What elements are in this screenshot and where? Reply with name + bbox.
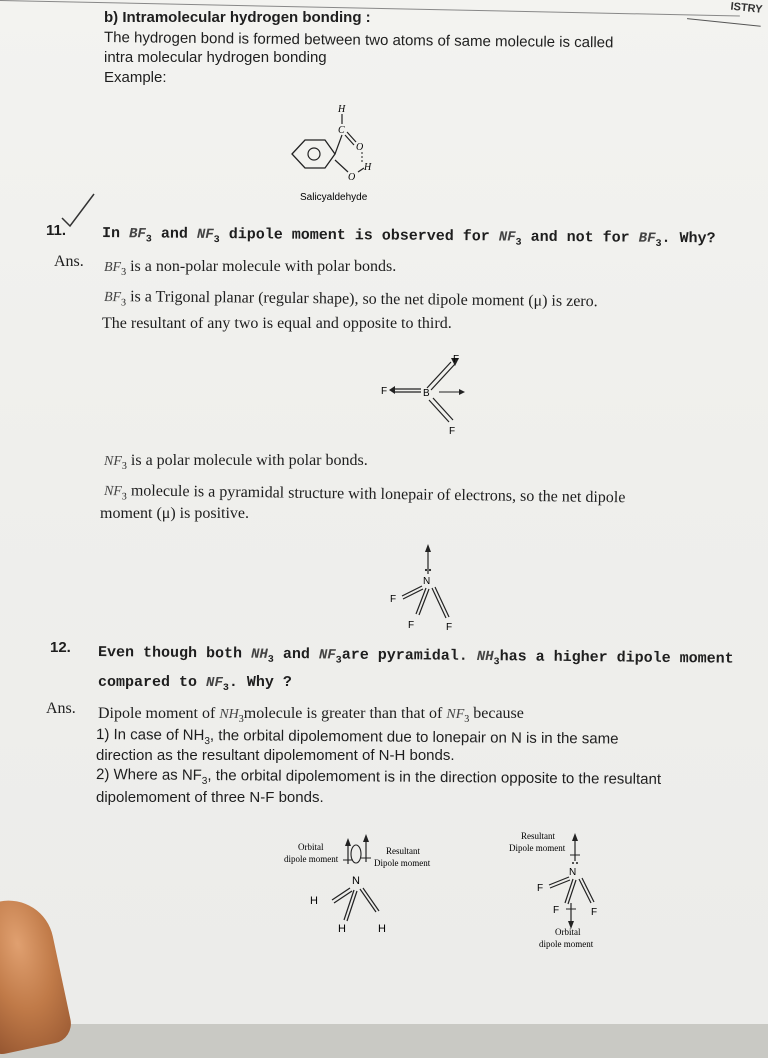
salicylaldehyde-diagram [280, 100, 400, 210]
bf3-f-bottom: F [449, 426, 456, 437]
q12-question-line2: compared to $NF_3$. Why ? [98, 674, 292, 694]
bf3-diagram [375, 350, 475, 440]
section-b-line1: The hydrogen bond is formed between two atoms of same molecule is called [103, 29, 614, 52]
nf3-q12-f1: F [537, 883, 544, 894]
q12-ans-label: Ans. [46, 700, 76, 717]
q12-ans-line1: Dipole moment of $NH_3molecule$ is greater than that of $NF_3$ because [98, 705, 524, 726]
example-label: Example: [104, 69, 167, 86]
nf3-q12-f2: F [553, 905, 560, 916]
atom-o2: O [348, 172, 356, 183]
nh3-resultant-l1: Resultant [386, 846, 420, 856]
q11-ans-label: Ans. [54, 253, 84, 270]
nh3-n: N [352, 875, 360, 887]
nh3-orbital-l1: Orbital [298, 842, 324, 852]
q12-ans-line3: direction as the resultant dipolemoment of N-H bonds. [96, 747, 455, 764]
nf3-q12-n: N [569, 867, 577, 878]
q12-ans-line5: dipolemoment of three N-F bonds. [96, 789, 324, 806]
nf3-q12-f3: F [591, 907, 598, 918]
bf3-b: B [423, 388, 430, 399]
q11-number: 11. [46, 222, 67, 239]
q12-ans-line2: 1) In case of $NH_3$, the orbital dipolemoment due to lonepair on N is in the same [95, 726, 619, 748]
nh3-diagram [280, 832, 440, 942]
atom-h2: H [364, 162, 372, 173]
nf3-diagram-q11 [380, 540, 470, 635]
bf3-f-top: F [453, 354, 460, 365]
nh3-resultant-l2: Dipole moment [374, 858, 431, 868]
nf3-orbital-l2: dipole moment [539, 939, 594, 949]
nf3-f1: F [390, 594, 397, 605]
section-b-line2: intra molecular hydrogen bonding [104, 49, 327, 66]
q11-line2: $BF_3$ is a Trigonal planar (regular shape), so the net dipole moment (μ) is zero. [103, 288, 598, 311]
diagram-caption: Salicyaldehyde [300, 192, 368, 203]
atom-o1: O [356, 142, 364, 153]
nf3-n: N [423, 576, 431, 587]
nh3-orbital-l2: dipole moment [284, 854, 339, 864]
q11-line4: $NF_3$ is a polar molecule with polar bonds. [104, 452, 368, 473]
q11-line5: $NF_3$ molecule is a pyramidal structure with lonepair of electrons, so the net dipole [103, 482, 626, 507]
bf3-f-left: F [381, 386, 388, 397]
nf3-f3: F [446, 622, 453, 633]
q12-ans-line4: 2) Where as $NF_3$, the orbital dipolemoment is in the direction opposite to the resultant [95, 766, 662, 788]
q11-line1: $BF_3$ is a non-polar molecule with polar bonds. [104, 258, 397, 279]
nf3-resultant-l2: Dipole moment [509, 843, 566, 853]
q11-line3: The resultant of any two is equal and opposite to third. [102, 315, 452, 332]
nh3-h2: H [338, 923, 346, 935]
chapter-tag: ISTRY [687, 0, 763, 27]
q12-question-line1: Even though both $NH_3$ and $NF_3are$ pyramidal. $NH_3has$ a higher dipole moment [97, 644, 734, 669]
nf3-orbital-l1: Orbital [555, 927, 581, 937]
nh3-h1: H [310, 895, 318, 907]
nf3-diagram-q12 [505, 825, 615, 955]
section-b-title: b) Intramolecular hydrogen bonding : [104, 9, 371, 26]
nf3-resultant-l1: Resultant [521, 831, 555, 841]
nf3-f2: F [408, 620, 415, 631]
atom-h-top: H [338, 104, 346, 115]
thumb-finger [0, 892, 75, 1057]
atom-c: C [338, 125, 345, 136]
nh3-h3: H [378, 923, 386, 935]
q12-number: 12. [50, 639, 71, 656]
q11-line6: moment (μ) is positive. [100, 505, 250, 522]
q11-question: In $BF_3$ and $NF_3$ dipole moment is observed for $NF_3$ and not for $BF_3$. Why? [101, 225, 716, 250]
